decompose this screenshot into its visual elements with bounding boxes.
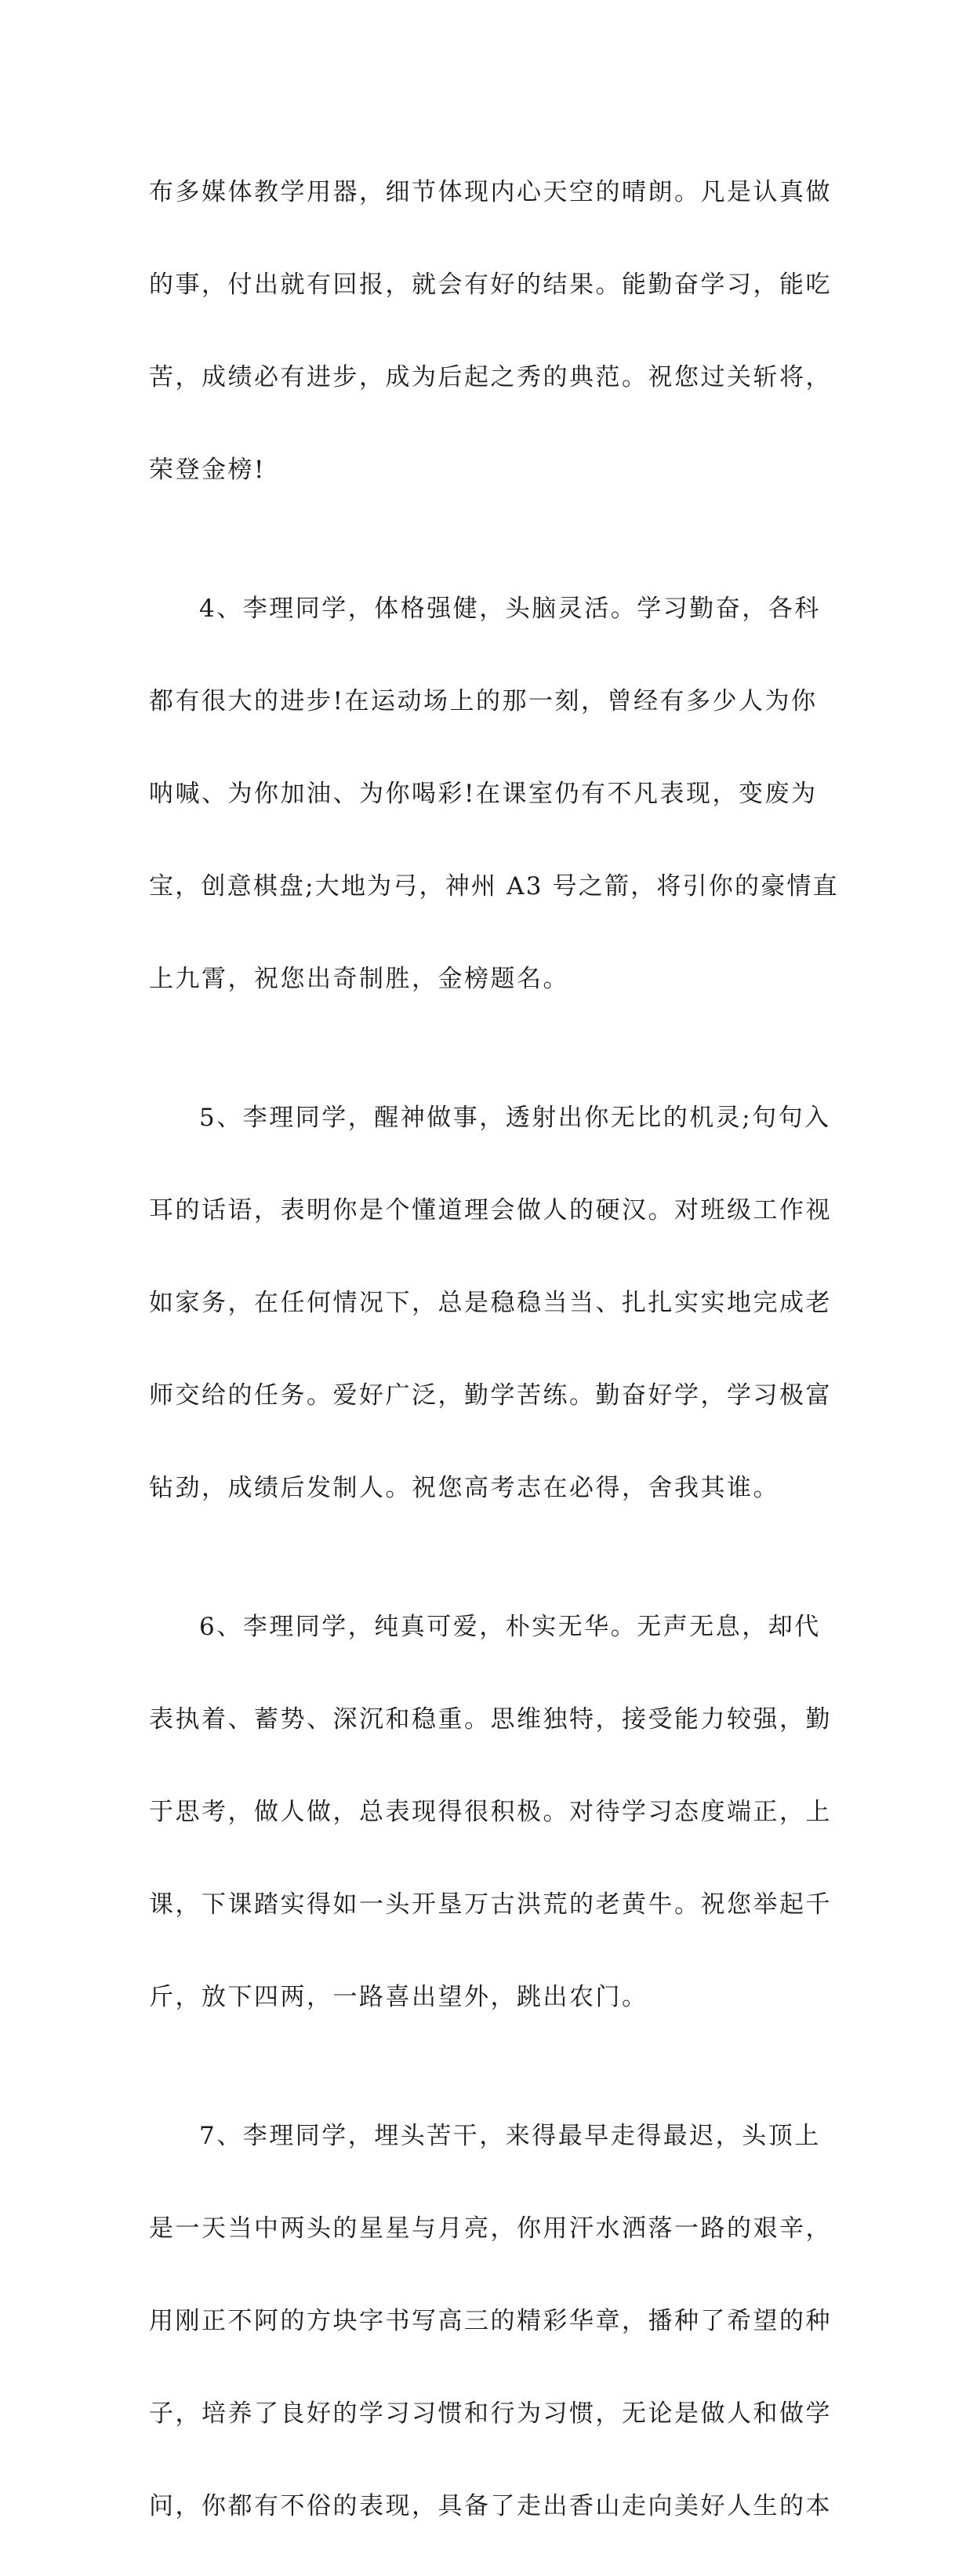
text-line: 表执着、蓄势、深沉和稳重。思维独特，接受能力较强，勤 <box>149 1705 832 1734</box>
text-line: 子，培养了良好的学习习惯和行为习惯，无论是做人和做学 <box>149 2400 832 2428</box>
text-line: 呐喊、为你加油、为你喝彩!在课室仍有不凡表现，变废为 <box>149 780 818 808</box>
text-line: 的事，付出就有回报，就会有好的结果。能勤奋学习，能吃 <box>149 271 832 299</box>
text-line: 耳的话语，表明你是个懂道理会做人的硬汉。对班级工作视 <box>149 1196 832 1224</box>
paragraph-item-5 <box>149 1049 839 1558</box>
text-line: 斤，放下四两，一路喜出望外，跳出农门。 <box>149 1983 648 2011</box>
paragraph-item-4 <box>149 540 839 1049</box>
text-line: 苦，成绩必有进步，成为后起之秀的典范。祝您过关斩将， <box>149 363 832 391</box>
text-line: 师交给的任务。爱好广泛，勤学苦练。勤奋好学，学习极富 <box>149 1381 832 1410</box>
text-line: 课，下课踏实得如一头开垦万古洪荒的老黄牛。祝您举起千 <box>149 1890 832 1919</box>
text-line: 都有很大的进步!在运动场上的那一刻，曾经有多少人为你 <box>149 687 818 715</box>
text-line: 是一天当中两头的星星与月亮，你用汗水洒落一路的艰辛， <box>149 2214 832 2243</box>
paragraph-continuation <box>149 123 839 540</box>
document-body <box>149 123 839 2576</box>
paragraph-item-6 <box>149 1558 839 2067</box>
text-line: 布多媒体教学用器，细节体现内心天空的晴朗。凡是认真做 <box>149 178 832 206</box>
text-line: 钻劲，成绩后发制人。祝您高考志在必得，舍我其谁。 <box>149 1474 779 1502</box>
text-line: 宝，创意棋盘;大地为弓，神州 A3 号之箭，将引你的豪情直 <box>149 872 839 901</box>
text-line: 5、李理同学，醒神做事，透射出你无比的机灵;句句入 <box>199 1104 831 1132</box>
text-line: 4、李理同学，体格强健，头脑灵活。学习勤奋，各科 <box>199 595 821 623</box>
text-line: 7、李理同学，埋头苦干，来得最早走得最迟，头顶上 <box>199 2122 821 2150</box>
text-line: 荣登金榜! <box>149 456 266 484</box>
text-line: 上九霄，祝您出奇制胜，金榜题名。 <box>149 965 569 993</box>
text-line: 如家务，在任何情况下，总是稳稳当当、扎扎实实地完成老 <box>149 1289 832 1317</box>
text-line: 6、李理同学，纯真可爱，朴实无华。无声无息，却代 <box>199 1613 821 1641</box>
text-line: 问，你都有不俗的表现，具备了走出香山走向美好人生的本 <box>149 2492 832 2520</box>
text-line: 于思考，做人做，总表现得很积极。对待学习态度端正，上 <box>149 1798 832 1826</box>
text-line: 用刚正不阿的方块字书写高三的精彩华章，播种了希望的种 <box>149 2307 832 2335</box>
paragraph-item-7 <box>149 2067 839 2576</box>
